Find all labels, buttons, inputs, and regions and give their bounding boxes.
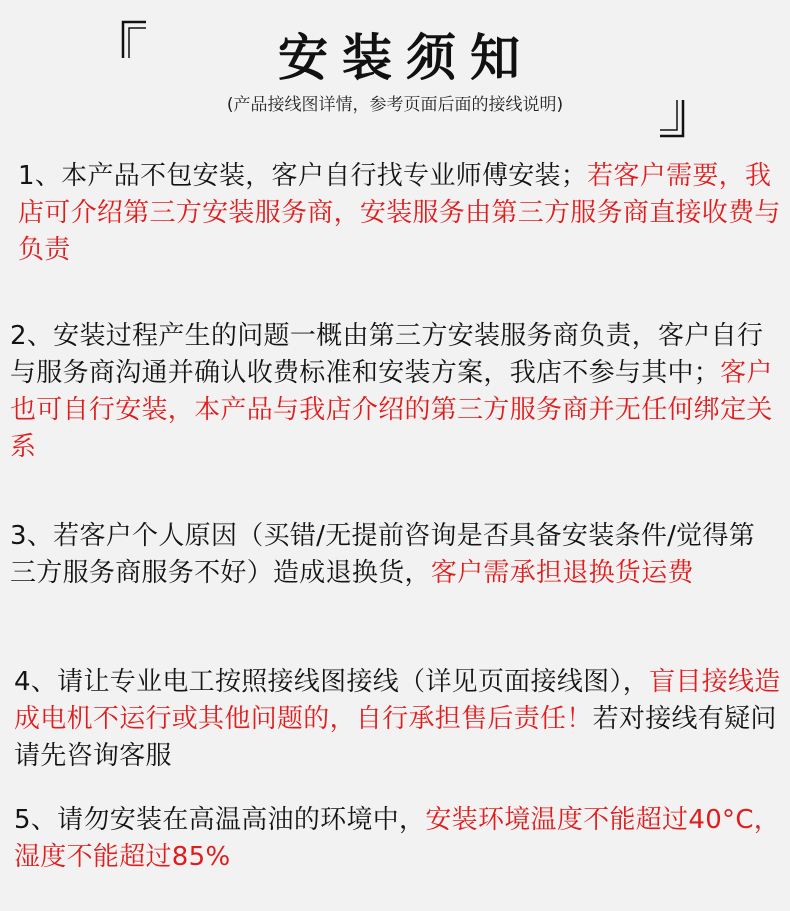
notice-number: 3、 [10, 521, 54, 551]
notice-number: 2、 [10, 321, 54, 351]
page-title: 安装须知 [278, 29, 534, 87]
notice-item-5 [14, 802, 784, 876]
notice-text: 请勿安装在高温高油的环境中， [57, 805, 426, 835]
notice-text-after: 若对接线有疑问请先咨询客服 [14, 704, 777, 771]
notice-item-4 [14, 664, 784, 775]
notice-text: 本产品不包安装，客户自行找专业师傅安装； [61, 161, 588, 191]
notice-item-3 [10, 518, 780, 592]
corner-bracket-close-icon [656, 98, 686, 138]
notice-text: 请让专业电工按照接线图接线（详见页面接线图）， [57, 667, 650, 697]
notice-number: 5、 [14, 805, 58, 835]
notice-item-2 [10, 318, 780, 466]
notice-number: 4、 [14, 667, 58, 697]
notice-highlight: 安装环境温度不能超过40°C，湿度不能超过85% [14, 805, 781, 872]
notice-text: 安装过程产生的问题一概由第三方安装服务商负责，客户自行与服务商沟通并确认收费标准和安装方案，我店不参与其中； [10, 321, 764, 388]
notice-number: 1、 [18, 161, 62, 191]
notice-item-1 [18, 158, 788, 269]
notice-highlight: 客户也可自行安装，本产品与我店介绍的第三方服务商并无任何绑定关系 [10, 358, 773, 462]
notice-text: 若客户个人原因（买错/无提前咨询是否具备安装条件/觉得第三方服务商服务不好）造成退换货， [10, 521, 756, 588]
page-subtitle: (产品接线图详情，参考页面后面的接线说明) [226, 95, 564, 115]
notice-highlight: 盲目接线造成电机不运行或其他问题的，自行承担售后责任！ [14, 667, 781, 734]
notice-highlight: 若客户需要，我店可介绍第三方安装服务商，安装服务由第三方服务商直接收费与负责 [18, 161, 781, 265]
notice-highlight: 客户需承担退换货运费 [430, 558, 694, 588]
